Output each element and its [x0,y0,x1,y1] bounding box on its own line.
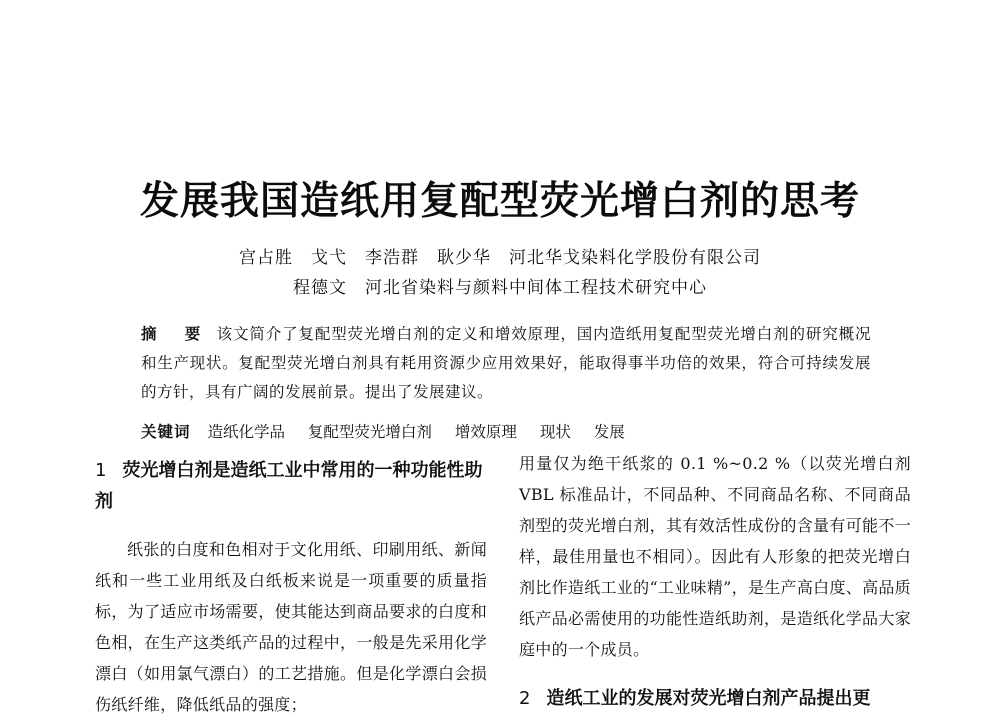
section-1-number: 1 [95,460,107,481]
author-line-1: 宫占胜 戈弋 李浩群 耿少华 河北华戈染料化学股份有限公司 [239,248,761,268]
author-line-2: 程德文 河北省染料与颜料中间体工程技术研究中心 [293,278,707,298]
abstract [141,320,871,407]
keywords [141,420,643,442]
section-1-title: 荧光增白剂是造纸工业中常用的一种功能性助剂 [95,460,483,512]
keyword: 造纸化学品 [207,423,285,441]
keyword: 复配型荧光增白剂 [307,423,432,441]
paper-title: 发展我国造纸用复配型荧光增白剂的思考 [139,179,860,224]
section-1-heading [95,455,487,517]
section-2-title: 造纸工业的发展对荧光增白剂产品提出更 [546,688,871,709]
abstract-text: 该文简介了复配型荧光增白剂的定义和增效原理，国内造纸用复配型荧光增白剂的研究概况和生产现状。复配型荧光增白剂具有耗用资源少应用效果好，能取得事半功倍的效果，符合可持续发展的方针，具有广阔的发展前景。提出了发展建议。 [141,325,871,401]
right-column [519,448,911,714]
section-2-heading [519,683,911,714]
section-1-paragraph: 纸张的白度和色相对于文化用纸、印刷用纸、新闻纸和一些工业用纸及白纸板来说是一项重要的质量指标，为了适应市场需要，使其能达到商品要求的白度和色相，在生产这类纸产品的过程中，一般是先采用化学漂白（如用氯气漂白）的工艺措施。但是化学漂白会损伤纸纤维，降低纸品的强度； [95,540,487,714]
section-2-number: 2 [519,688,531,709]
abstract-label: 摘 要 [141,325,207,343]
keyword: 现状 [539,423,571,441]
keyword: 增效原理 [454,423,517,441]
left-column [95,455,487,720]
right-column-paragraph: 用量仅为绝干纸浆的 0.1 %~0.2 %（以荧光增白剂VBL 标准品计，不同品种、不同商品名称、不同商品剂型的荧光增白剂，其有效活性成份的含量有可能不一样，最佳用量也不相同）。因此有人形象的把荧光增白剂比作造纸工业的“工业味精”，是生产高白度、高品质纸产品必需使用的功能性造纸助剂，是造纸化学品大家庭中的一个成员。 [519,454,911,659]
keywords-label: 关键词 [141,423,191,441]
keyword: 发展 [593,423,625,441]
